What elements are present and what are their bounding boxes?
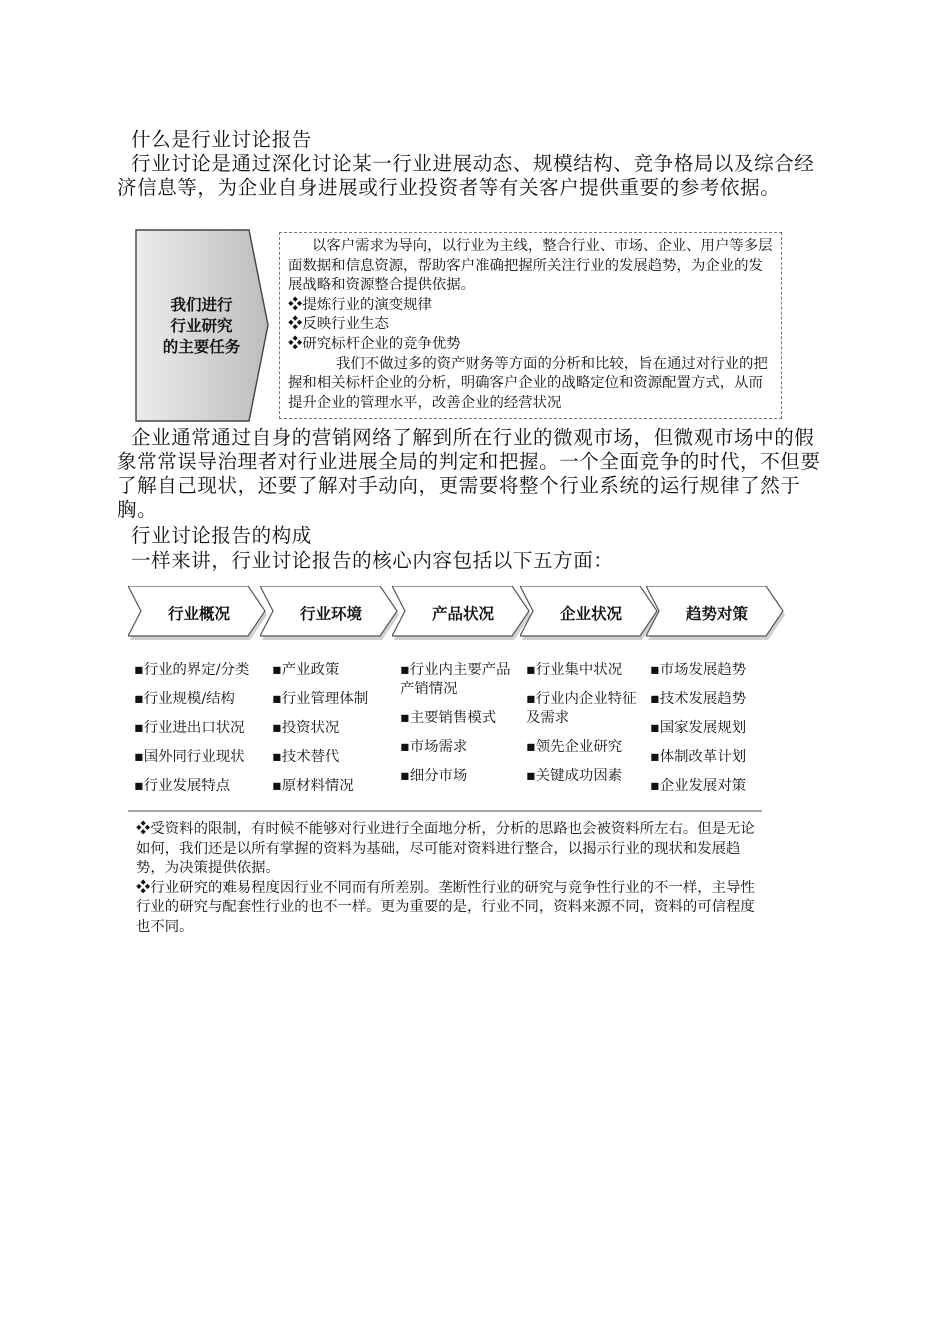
note-item: ❖受资料的限制，有时候不能够对行业进行全面地分析，分析的思路也会被资料所左右。但是无论如何，我们还是以所有掌握的资料为基础，尽可能对资料进行整合，以揭示行业的现状和发展趋势，为决策提供依据。 bbox=[136, 821, 755, 877]
list-item: ▪企业发展对策 bbox=[650, 778, 747, 794]
list-item: ▪细分市场 bbox=[400, 768, 468, 784]
report-components-figure bbox=[128, 580, 788, 940]
chevron-label: 趋势对策 bbox=[685, 605, 748, 623]
column-trends-countermeasures bbox=[650, 656, 786, 801]
list-item: ▪行业集中状况 bbox=[526, 662, 623, 678]
research-tasks-figure bbox=[135, 229, 786, 422]
list-item: ▪行业规模/结构 bbox=[134, 691, 235, 707]
structure-intro: 一样来讲，行业讨论报告的核心内容包括以下五方面： bbox=[131, 549, 614, 572]
task-description-box bbox=[279, 232, 782, 419]
list-item: ▪市场需求 bbox=[400, 739, 468, 755]
list-item: ▪市场发展趋势 bbox=[650, 662, 747, 678]
list-item: ▪领先企业研究 bbox=[526, 739, 623, 755]
section-heading-report-structure: 行业讨论报告的构成 bbox=[131, 524, 312, 547]
task-intro: 以客户需求为导向，以行业为主线，整合行业、市场、企业、用户等多层面数据和信息资源，帮助客户准确把握所关注行业的发展趋势，为企业的发展战略和资源整合提供依据。 bbox=[288, 238, 773, 294]
list-item: ▪行业内企业特征及需求 bbox=[526, 691, 637, 726]
list-item: ▪原材料情况 bbox=[272, 778, 354, 794]
divider bbox=[128, 810, 762, 812]
chevron-label: 行业环境 bbox=[299, 605, 362, 623]
list-item: ▪主要销售模式 bbox=[400, 710, 497, 726]
chevron-trends-countermeasures bbox=[646, 586, 788, 640]
list-item: ▪国外同行业现状 bbox=[134, 749, 245, 765]
list-item: ▪技术替代 bbox=[272, 749, 340, 765]
list-item: ▪投资状况 bbox=[272, 720, 340, 736]
list-item: ▪行业内主要产品产销情况 bbox=[400, 662, 511, 697]
chevron-enterprise-status bbox=[520, 586, 662, 640]
list-item: ▪国家发展规划 bbox=[650, 720, 747, 736]
figure-notes bbox=[136, 820, 766, 938]
list-item: ▪行业进出口状况 bbox=[134, 720, 245, 736]
market-paragraph: 企业通常通过自身的营销网络了解到所在行业的微观市场，但微观市场中的假象常常误导治理者对行业进展全局的判定和把握。一个全面竞争的时代，不但要了解自己现状，还要了解对手动向，更需要将整个行业系统的运行规律了然于胸。 bbox=[117, 426, 821, 521]
note-item: ❖行业研究的难易程度因行业不同而有所差别。垄断性行业的研究与竞争性行业的不一样，主导性行业的研究与配套性行业的也不一样。更为重要的是，行业不同，资料来源不同，资料的可信程度也不同。 bbox=[136, 879, 755, 935]
list-item: ▪体制改革计划 bbox=[650, 749, 747, 765]
chevron-label: 企业状况 bbox=[559, 605, 622, 623]
chevron-label: 产品状况 bbox=[431, 605, 494, 623]
list-item: ▪产业政策 bbox=[272, 662, 340, 678]
chevron-industry-overview bbox=[128, 586, 270, 640]
task-bullet: ❖提炼行业的演变规律 bbox=[288, 296, 432, 313]
column-industry-environment bbox=[272, 656, 392, 801]
chevron-product-status bbox=[392, 586, 534, 640]
chevron-industry-environment bbox=[260, 586, 402, 640]
task-bullet: ❖反映行业生态 bbox=[288, 316, 389, 333]
column-enterprise-status bbox=[526, 656, 638, 791]
list-item: ▪行业的界定/分类 bbox=[134, 662, 250, 678]
intro-paragraph: 行业讨论是通过深化讨论某一行业进展动态、规模结构、竞争格局以及综合经济信息等，为企业自身进展或行业投资者等有关客户提供重要的参考依据。 bbox=[117, 152, 815, 199]
task-label-line-2: 行业研究 bbox=[170, 317, 233, 335]
chevron-label: 行业概况 bbox=[167, 605, 230, 623]
task-closing: 我们不做过多的资产财务等方面的分析和比较，旨在通过对行业的把握和相关标杆企业的分析，明确客户企业的战略定位和资源配置方式，从而提升企业的管理水平，改善企业的经营状况 bbox=[288, 355, 768, 411]
list-item: ▪行业管理体制 bbox=[272, 691, 369, 707]
task-label bbox=[135, 295, 268, 358]
task-bullet: ❖研究标杆企业的竞争优势 bbox=[288, 335, 461, 352]
list-item: ▪技术发展趋势 bbox=[650, 691, 747, 707]
column-industry-overview bbox=[134, 656, 270, 801]
column-product-status bbox=[400, 656, 512, 791]
list-item: ▪关键成功因素 bbox=[526, 768, 623, 784]
section-heading-what-is-report: 什么是行业讨论报告 bbox=[131, 128, 312, 151]
task-label-line-1: 我们进行 bbox=[170, 296, 233, 314]
list-item: ▪行业发展特点 bbox=[134, 778, 231, 794]
task-label-line-3: 的主要任务 bbox=[162, 338, 241, 356]
